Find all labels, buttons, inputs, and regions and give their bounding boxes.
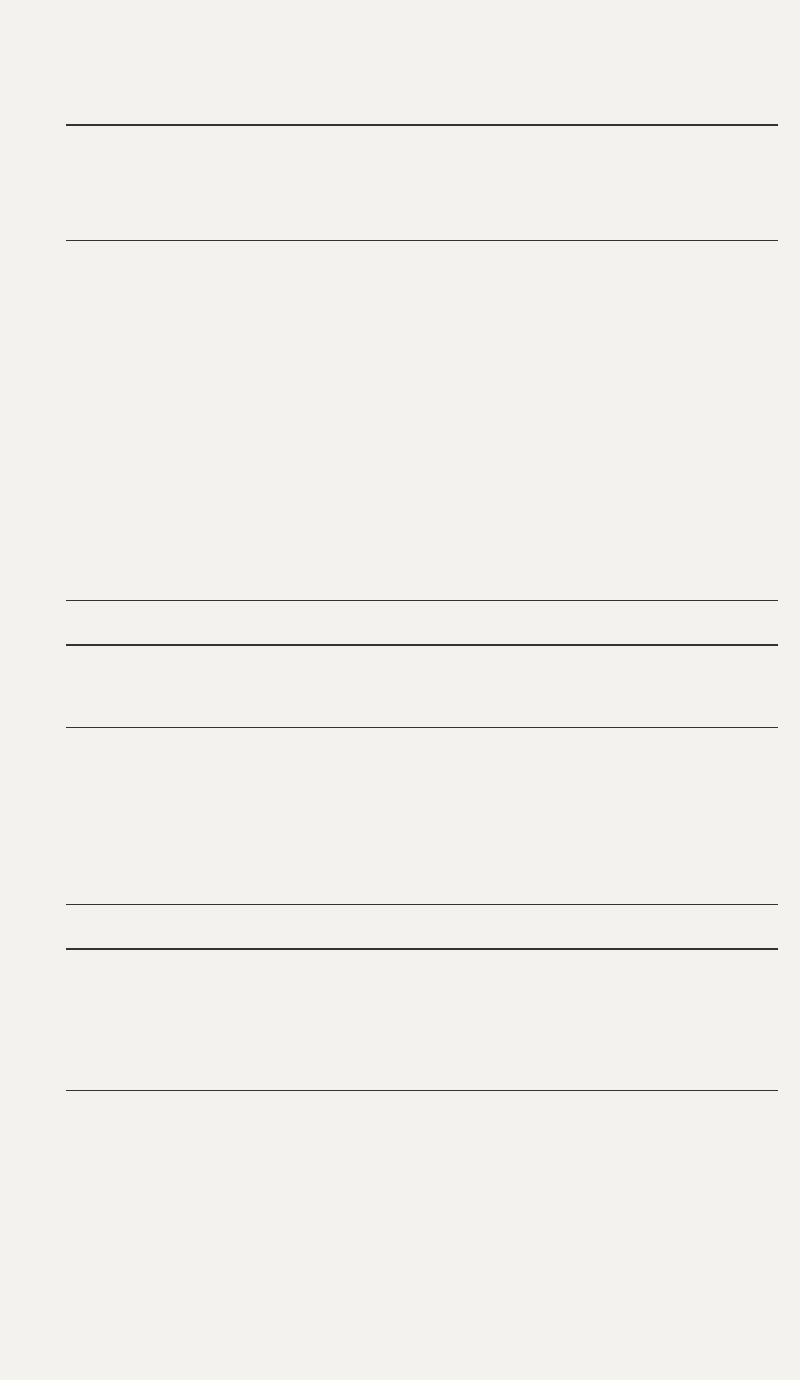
- s1-base-rule: [66, 600, 778, 601]
- s3-header-rule: [66, 1090, 778, 1091]
- top-rule: [66, 124, 778, 126]
- s2-base-rule: [66, 904, 778, 905]
- s2-end-rule: [66, 948, 778, 950]
- s2-header-rule: [66, 727, 778, 728]
- s1-header-rule: [66, 240, 778, 241]
- s1-end-rule: [66, 644, 778, 646]
